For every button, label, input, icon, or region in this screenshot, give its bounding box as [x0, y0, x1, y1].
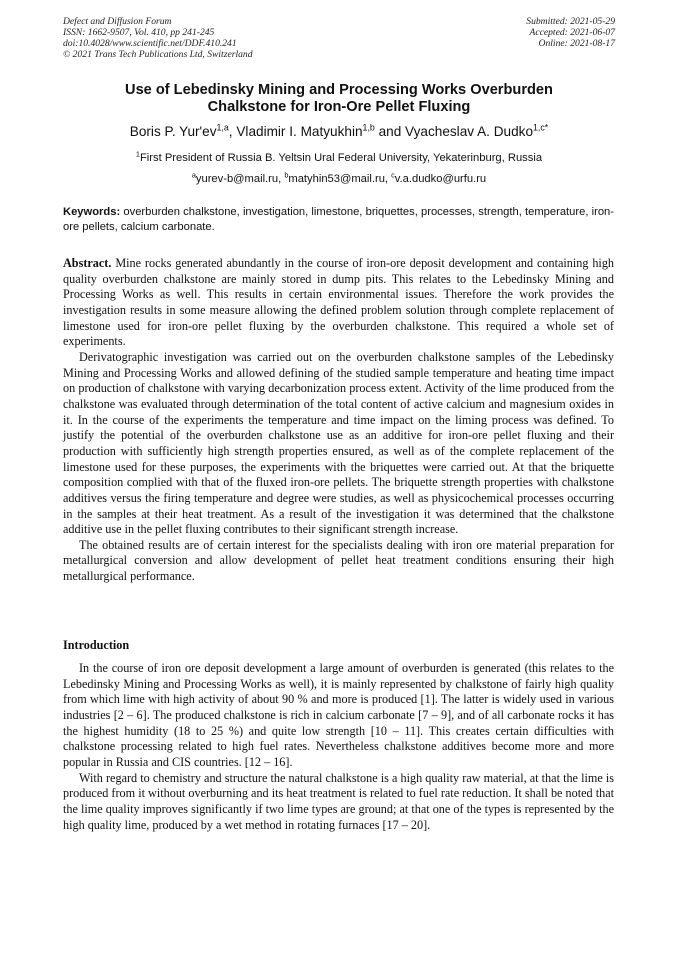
author-name: Boris P. Yur'ev: [129, 124, 217, 139]
email-link[interactable]: yurev-b@mail.ru: [195, 173, 279, 185]
email-link[interactable]: matyhin53@mail.ru: [288, 173, 385, 185]
affiliation-text: First President of Russia B. Yeltsin Ural Federal University, Yekaterinburg, Russia: [139, 152, 543, 164]
author-name: Vyacheslav A. Dudko: [405, 124, 533, 139]
submitted-date: Submitted: 2021-05-29: [526, 16, 615, 27]
title-line-2: Chalkstone for Iron-Ore Pellet Fluxing: [207, 99, 471, 115]
journal-issn: ISSN: 1662-9507, Vol. 410, pp 241-245: [63, 27, 215, 38]
email-separator: ,: [278, 173, 285, 185]
author-separator: ,: [228, 124, 237, 139]
author-emails: [30, 172, 648, 186]
author-superscript: 1,c*: [533, 122, 549, 133]
journal-header: [63, 16, 253, 60]
journal-doi: doi:10.4028/www.scientific.net/DDF.410.241: [63, 38, 237, 49]
abstract-paragraph: [63, 256, 614, 350]
author-separator: and: [374, 124, 406, 139]
abstract-label: Abstract.: [63, 256, 112, 270]
introduction-section: [63, 661, 614, 833]
email-superscript: b: [284, 170, 289, 180]
journal-copyright: © 2021 Trans Tech Publications Ltd, Switzerland: [63, 49, 253, 60]
email-link[interactable]: v.a.dudko@urfu.ru: [394, 173, 487, 185]
introduction-heading: Introduction: [63, 638, 130, 652]
introduction-paragraph: With regard to chemistry and structure the natural chalkstone is a high quality raw material, at that the lime is produced from it without overburning and its heat treatment is related to fuel rate reduction. It shall be noted that the lime quality improves significantly if two lime types are ground; at that one of the types is represented by the high quality lime, produced by a wet method in rotating furnaces [17 – 20].: [63, 770, 614, 832]
author-name: Vladimir I. Matyukhin: [236, 124, 363, 139]
abstract-section: [63, 256, 614, 585]
email-separator: ,: [384, 173, 392, 185]
publication-dates: [526, 16, 615, 49]
affiliation-superscript: 1: [135, 149, 140, 159]
accepted-date: Accepted: 2021-06-07: [529, 27, 615, 38]
keywords: [63, 205, 614, 234]
author-list: [30, 123, 648, 140]
keywords-text: overburden chalkstone, investigation, limestone, briquettes, processes, strength, temperature, iron-ore pellets, calcium carbonate.: [63, 206, 614, 233]
abstract-paragraph: Derivatographic investigation was carried out on the overburden chalkstone samples of the Lebedinsky Mining and Processing Works and allowed defining of the studied sample temperature and heating time impact on production of chalkstone with varying decarbonization process extent. Activity of the lime produced from the chalkstone was evaluated through determination of the total content of active calcium and magnesium oxides in it. In the course of the experiments the temperature and time impact on the liming process was defined. To justify the potential of the overburden chalkstone use as an additive for iron-ore pellet fluxing and their production with sufficiently high strength properties ensured, as well as of the complete replacement of the limestone used for these purposes, the experiments with the briquettes were carried out. At that the briquette composition complied with that of the fluxed iron-ore pellets. The briquette strength properties with chalkstone additives versus the firing temperature and degree were studies, as well as physicochemical processes occurring in the samples at their heat treatment. As a result of the investigation it was determined that the chalkstone additive use in the pellet fluxing contributes to their significant strength increase.: [63, 349, 614, 537]
paper-title: [40, 82, 638, 116]
abstract-text: Mine rocks generated abundantly in the course of iron-ore deposit development and containing high quality overburden chalkstone are mainly stored in dump pits. This relates to the Lebedinsky Mining and Processing Works as well. This results in certain environmental issues. Therefore the work provides the investigation results in some measure allowing the defined problem solution through complete replacement of limestone used for iron-ore pellet fluxing by the overburden chalkstone. This required a whole set of experiments.: [63, 256, 615, 349]
author-superscript: 1,b: [362, 122, 375, 133]
affiliation: [30, 151, 648, 165]
online-date: Online: 2021-08-17: [538, 38, 615, 49]
journal-name: Defect and Diffusion Forum: [63, 16, 172, 27]
email-superscript: a: [191, 170, 196, 180]
email-superscript: c: [391, 170, 395, 180]
keywords-label: Keywords:: [63, 206, 121, 218]
author-superscript: 1,a: [216, 122, 229, 133]
introduction-paragraph: In the course of iron ore deposit development a large amount of overburden is generated (this relates to the Lebedinsky Mining and Processing Works as well), it is mainly represented by chalkstone of fairly high quality from which lime with high activity of about 90 % and more is produced [1]. The latter is widely used in various industries [2 – 6]. The produced chalkstone is rich in calcium carbonate [7 – 9], and of all carbonate rocks it has the highest humidity (18 to 25 %) and quite low strength [10 – 11]. This creates certain difficulties with chalkstone processing related to high fuel rates. Nevertheless chalkstone additives become more and more popular in Russia and CIS countries. [12 – 16].: [63, 661, 614, 769]
abstract-paragraph: The obtained results are of certain interest for the specialists dealing with iron ore material preparation for metallurgical conversion and allow development of pellet heat treatment conditions ensuring their high metallurgical performance.: [63, 537, 614, 584]
title-line-1: Use of Lebedinsky Mining and Processing Works Overburden: [125, 82, 553, 98]
